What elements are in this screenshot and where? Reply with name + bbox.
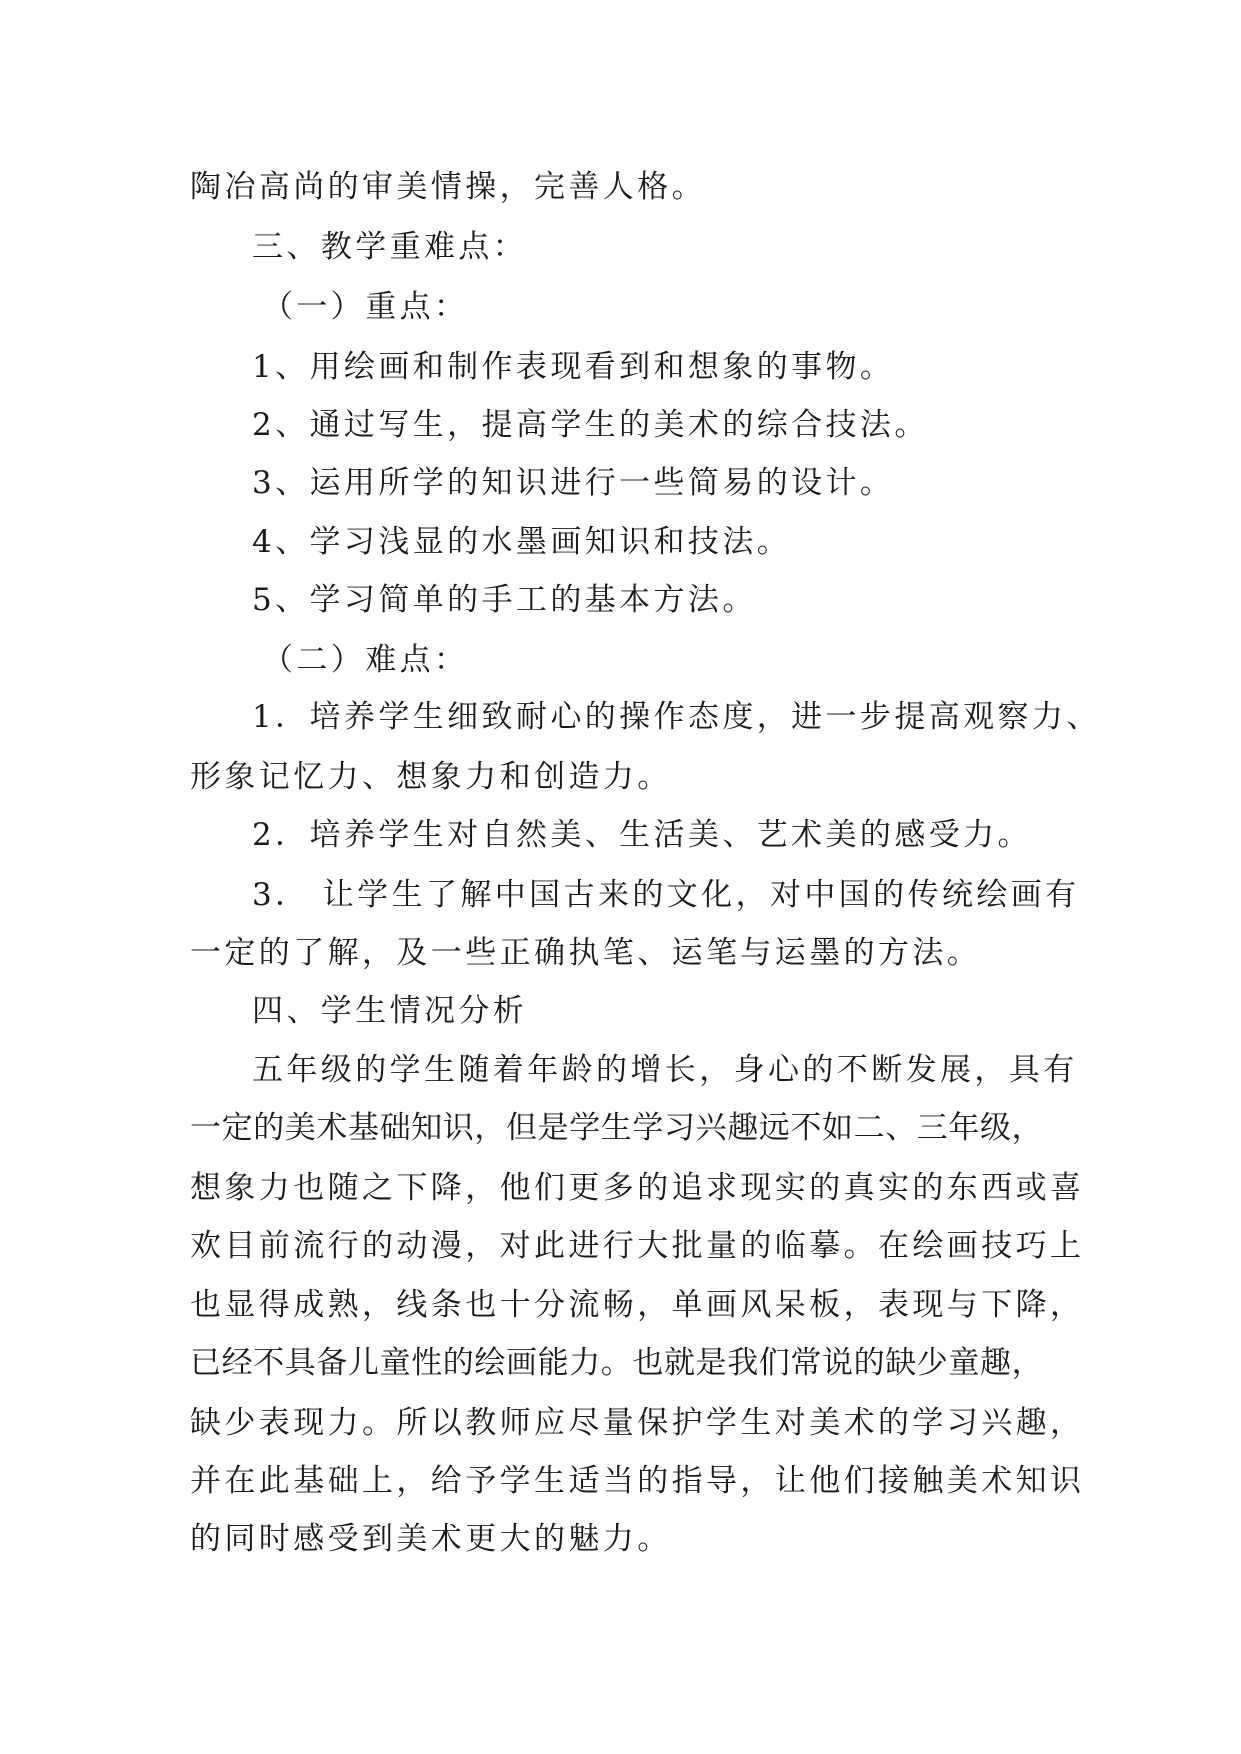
paragraph-line: 缺少表现力。所以教师应尽量保护学生对美术的学习兴趣， (190, 1405, 1085, 1441)
list-item: 2．培养学生对自然美、生活美、艺术美的感受力。 (252, 817, 1032, 853)
paragraph-line: 五年级的学生随着年龄的增长，身心的不断发展，具有 (252, 1052, 1078, 1088)
list-item: 5、学习简单的手工的基本方法。 (252, 582, 757, 618)
subsection-heading: （二）难点： (262, 642, 469, 678)
subsection-heading: （一）重点： (262, 289, 469, 325)
paragraph-line: 的同时感受到美术更大的魅力。 (190, 1521, 672, 1557)
paragraph-line: 一定的美术基础知识，但是学生学习兴趣远不如二、三年级， (190, 1110, 1044, 1146)
section-heading: 四、学生情况分析 (252, 993, 528, 1029)
list-item: 4、学习浅显的水墨画知识和技法。 (252, 524, 792, 560)
list-item: 3、运用所学的知识进行一些简易的设计。 (252, 465, 895, 501)
paragraph-line: 并在此基础上，给予学生适当的指导，让他们接触美术知识 (190, 1463, 1085, 1499)
list-item: 1．培养学生细致耐心的操作态度，进一步提高观察力、 (252, 699, 1101, 735)
paragraph-line: 也显得成熟，线条也十分流畅，单画风呆板，表现与下降， (190, 1287, 1085, 1323)
paragraph-line: 陶冶高尚的审美情操，完善人格。 (190, 169, 706, 205)
list-item: 1、用绘画和制作表现看到和想象的事物。 (252, 349, 895, 385)
list-item: 2、通过写生，提高学生的美术的综合技法。 (252, 407, 929, 443)
paragraph-line: 想象力也随之下降，他们更多的追求现实的真实的东西或喜 (190, 1170, 1085, 1206)
paragraph-line: 形象记忆力、想象力和创造力。 (190, 759, 672, 795)
list-item: 3． 让学生了解中国古来的文化，对中国的传统绘画有 (252, 877, 1080, 913)
paragraph-line: 已经不具备儿童性的绘画能力。也就是我们常说的缺少童趣， (190, 1345, 1044, 1381)
section-heading: 三、教学重难点： (252, 229, 528, 265)
paragraph-line: 一定的了解，及一些正确执笔、运笔与运墨的方法。 (190, 935, 982, 971)
paragraph-line: 欢目前流行的动漫，对此进行大批量的临摹。在绘画技巧上 (190, 1228, 1085, 1264)
